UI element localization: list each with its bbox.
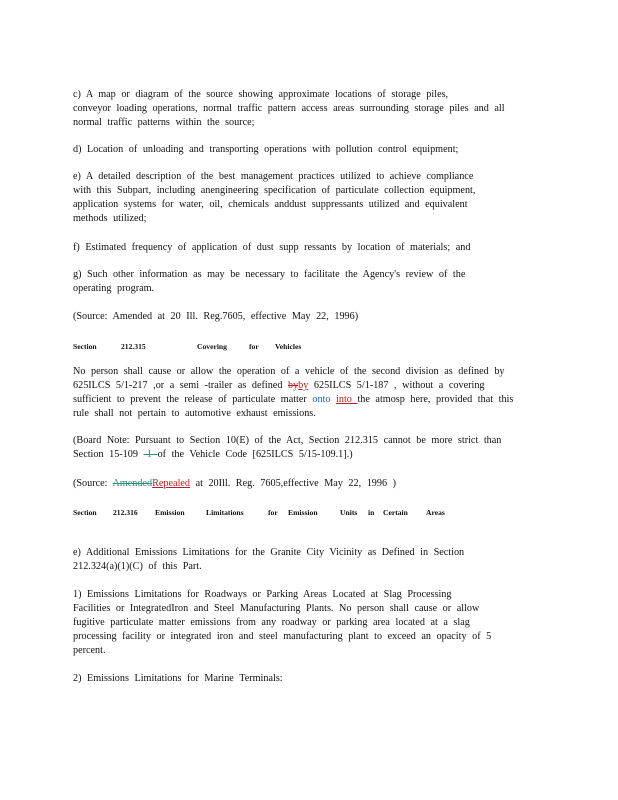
text-segment: at 20Ill. Reg. 7605,effective May 22, 1996 ) [190,478,397,489]
board-note [73,434,545,462]
paragraph-e [73,170,545,226]
section-number: 212.315 [121,342,146,351]
heading-word: Certain [383,508,408,517]
text-line: fugitive particulate matter emissions from any roadway or parking area located at a slag [73,617,470,628]
source-note-2 [73,477,545,491]
heading-word: Emission [288,508,318,517]
text-line: g) Such other information as may be necessary to facilitate the Agency's review of the [73,269,466,280]
paragraph-d [73,143,545,157]
heading-word: Covering [197,342,227,351]
text-line: e) A detailed description of the best management practices utilized to achieve compliance [73,171,474,182]
section-number: 212.316 [113,508,138,517]
inserted-text: into [336,394,358,405]
text-line: c) A map or diagram of the source showing approximate locations of storage piles, [73,89,449,100]
heading-word: Limitations [206,508,244,517]
deleted-text: by [287,380,299,391]
section-heading-212-315 [73,340,301,354]
heading-word: in [368,508,375,517]
deleted-text: -1 [143,449,158,460]
paragraph-316-1 [73,588,545,658]
text-segment: (Source: [73,478,113,489]
text-line: 1) Emissions Limitations for Roadways or Parking Areas Located at Slag Processing [73,589,452,600]
deleted-text: Amended [112,478,153,489]
text-line [73,393,545,407]
text-line: operating program. [73,283,155,294]
text-line: No person shall cause or allow the operation of a vehicle of the second division as defined by [73,366,505,377]
text-line [73,477,545,491]
text-segment: 625ILCS 5/1-187 , without a covering [308,380,485,391]
inserted-text: Repealed [152,478,191,489]
text-segment: sufficient to prevent the release of particulate matter [73,394,313,405]
paragraph-316-2 [73,672,545,686]
text-line: f) Estimated frequency of application of dust supp ressants by location of materials; and [73,242,471,253]
heading-word: Vehicles [275,342,302,351]
text-line: processing facility or integrated iron and steel manufacturing plant to exceed an opacity of 5 [73,631,492,642]
text-line: percent. [73,645,106,656]
source-note-1 [73,310,545,324]
text-line: d) Location of unloading and transporting operations with pollution control equipment; [73,144,459,155]
text-line: methods utilized; [73,213,147,224]
text-line: rule shall not pertain to automotive exhaust emissions. [73,408,316,419]
paragraph-316-e [73,546,545,574]
text-line: e) Additional Emissions Limitations for the Granite City Vicinity as Defined in Section [73,547,465,558]
text-line [73,379,545,393]
text-line: conveyor loading operations, normal traffic pattern access areas surrounding storage piles and all [73,103,505,114]
heading-word: for [249,342,259,351]
section-label: Section [73,508,97,517]
inserted-text: by [298,380,309,391]
heading-word: Units [340,508,358,517]
paragraph-c [73,88,545,130]
heading-word: Areas [426,508,445,517]
heading-word: Emission [155,508,185,517]
text-segment: the atmosp here, provided that this [357,394,514,405]
revised-text: onto [312,394,331,405]
section-label: Section [73,342,97,351]
section-heading-212-316 [73,506,445,520]
text-segment: of the Vehicle Code [625ILCS 5/15-109.1].) [157,449,353,460]
text-line: (Board Note: Pursuant to Section 10(E) of the Act, Section 212.315 cannot be more strict than [73,435,502,446]
text-line: application systems for water, oil, chemicals anddust suppressants utilized and equivalent [73,199,468,210]
text-line: Facilities or IntegratedIron and Steel Manufacturing Plants. No person shall cause or allow [73,603,480,614]
heading-word: for [268,508,278,517]
paragraph-f [73,241,545,255]
text-line: 212.324(a)(1)(C) of this Part. [73,561,202,572]
text-line: 2) Emissions Limitations for Marine Terminals: [73,673,283,684]
text-line: normal traffic patterns within the source; [73,117,255,128]
text-line: with this Subpart, including anengineering specification of particulate collection equipment, [73,185,476,196]
text-segment: Section 15-109 [73,449,144,460]
text-line [73,448,545,462]
paragraph-212-315 [73,365,545,421]
text-line: (Source: Amended at 20 Ill. Reg.7605, effective May 22, 1996) [73,311,359,322]
paragraph-g [73,268,545,296]
text-segment: 625ILCS 5/1-217 ,or a semi -trailer as defined [73,380,288,391]
